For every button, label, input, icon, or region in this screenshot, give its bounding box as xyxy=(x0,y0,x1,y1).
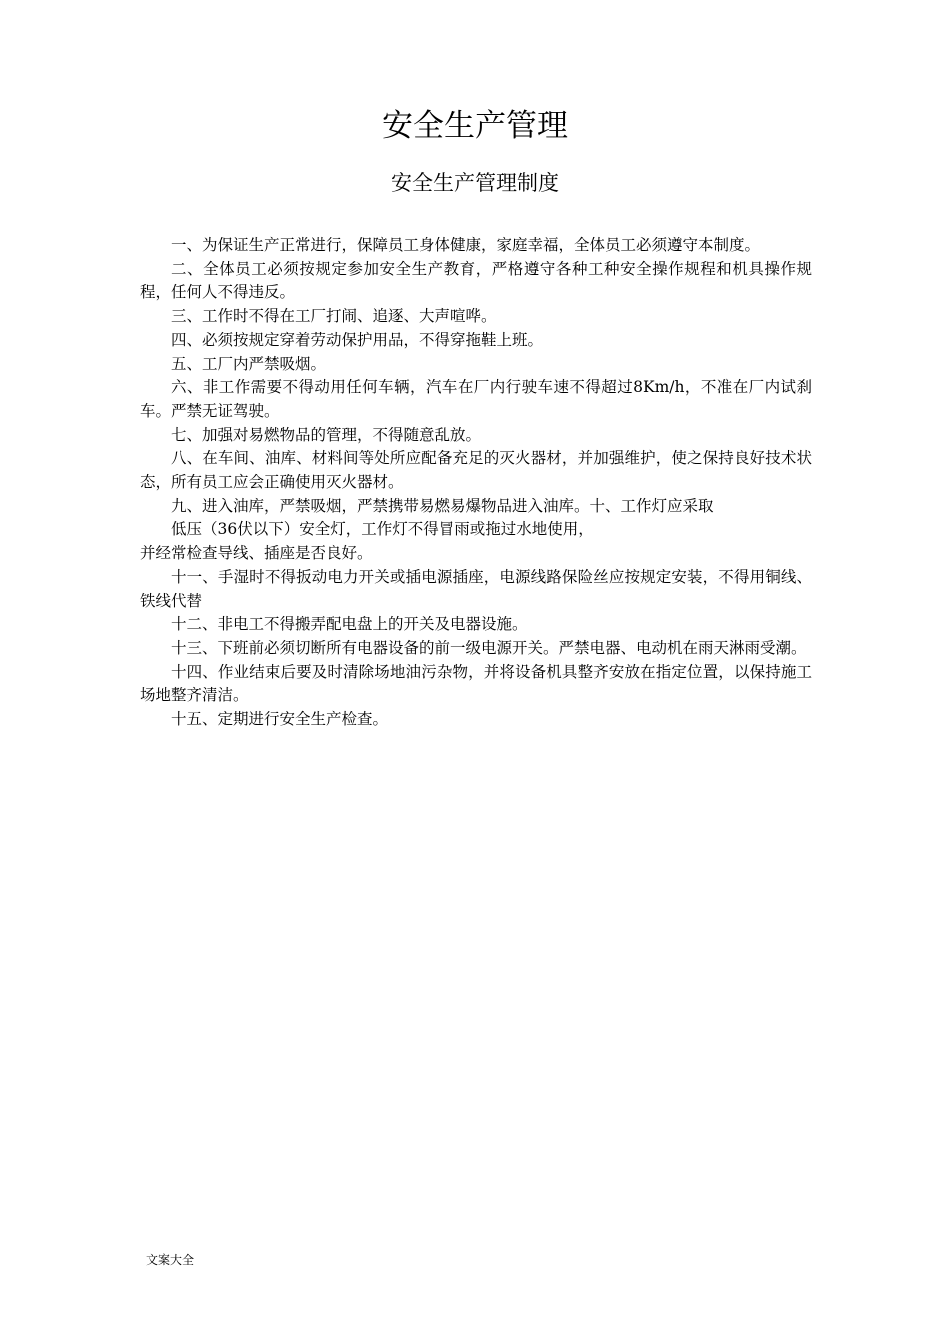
paragraph-12: 十一、手湿时不得扳动电力开关或插电源插座，电源线路保险丝应按规定安装，不得用铜线、铁线代替 xyxy=(140,567,812,610)
paragraph-14: 十三、下班前必须切断所有电器设备的前一级电源开关。严禁电器、电动机在雨天淋雨受潮。 xyxy=(171,638,807,657)
paragraph-10: 低压（36伏以下）安全灯，工作灯不得冒雨或拖过水地使用， xyxy=(171,520,594,539)
paragraph-4: 四、必须按规定穿着劳动保护用品，不得穿拖鞋上班。 xyxy=(171,330,544,349)
paragraph-1: 一、为保证生产正常进行，保障员工身体健康，家庭幸福，全体员工必须遵守本制度。 xyxy=(171,236,761,254)
page-title: 安全生产管理 xyxy=(382,108,568,144)
paragraph-3: 三、工作时不得在工厂打闹、追逐、大声喧哗。 xyxy=(171,307,497,326)
paragraph-15: 十四、作业结束后要及时清除场地油污杂物，并将设备机具整齐安放在指定位置，以保持施工场地整齐清洁。 xyxy=(140,662,812,705)
paragraph-2: 二、全体员工必须按规定参加安全生产教育，严格遵守各种工种安全操作规程和机具操作规程，任何人不得违反。 xyxy=(140,259,812,302)
page-subtitle: 安全生产管理制度 xyxy=(391,171,559,195)
paragraph-16: 十五、定期进行安全生产检查。 xyxy=(171,710,389,729)
document-body xyxy=(140,234,812,732)
paragraph-7: 七、加强对易燃物品的管理，不得随意乱放。 xyxy=(171,425,482,444)
paragraph-9: 九、进入油库，严禁吸烟，严禁携带易燃易爆物品进入油库。十、工作灯应采取 xyxy=(171,496,714,515)
paragraph-8: 八、在车间、油库、材料间等处所应配备充足的灭火器材，并加强维护，使之保持良好技术状态，所有员工应会正确使用灭火器材。 xyxy=(140,449,812,492)
paragraph-5: 五、工厂内严禁吸烟。 xyxy=(171,354,327,373)
paragraph-13: 十二、非电工不得搬弄配电盘上的开关及电器设施。 xyxy=(171,615,528,634)
page-footer: 文案大全 xyxy=(146,1253,195,1267)
paragraph-6: 六、非工作需要不得动用任何车辆，汽车在厂内行驶车速不得超过8Km/h，不准在厂内试刹车。严禁无证驾驶。 xyxy=(140,378,812,420)
paragraph-11: 并经常检查导线、插座是否良好。 xyxy=(140,544,373,563)
